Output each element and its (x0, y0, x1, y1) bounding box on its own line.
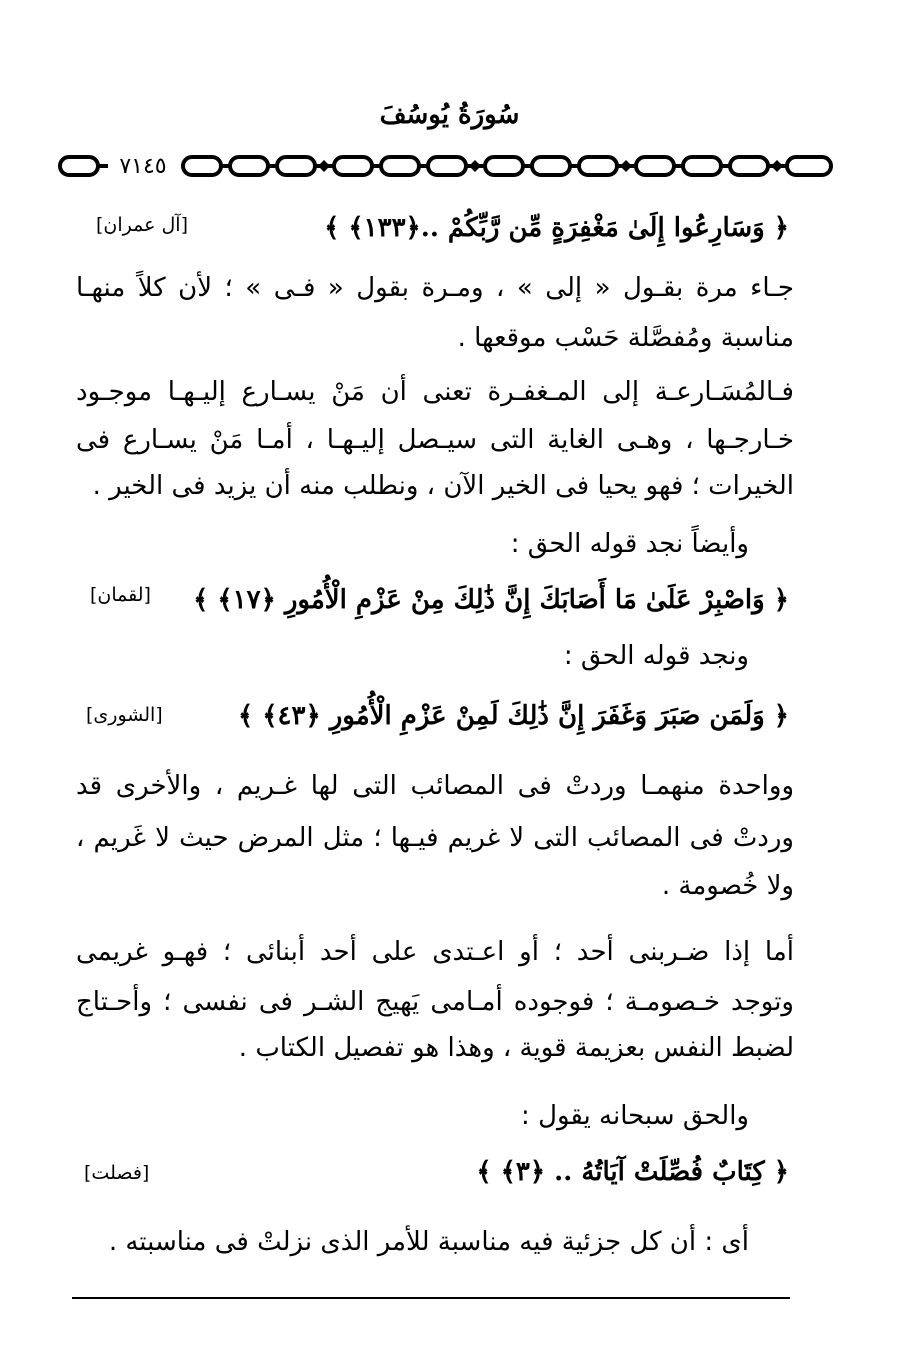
quran-verse: ﴿ وَسَارِعُوا إِلَىٰ مَغْفِرَةٍ مِّن رَّبِّكُمْ ..﴿١٣٣﴾ ﴾ (324, 213, 789, 243)
verse-source: [لقمان] (90, 584, 151, 606)
text-line: خـارجـها ، وهـى الغاية التى سيـصل إليـهـا ، أمـا مَنْ يسـارع فى (76, 425, 794, 455)
footer-rule (72, 1297, 790, 1299)
text-line: ونجد قوله الحق : (563, 641, 749, 671)
text-line: أى : أن كل جزئية فيه مناسبة للأمر الذى نزلتْ فى مناسبته . (108, 1227, 749, 1257)
text-line: جـاء مرة بقـول « إلى » ، ومـرة بقول « فـى » ؛ لأن كلاً منهـا (76, 273, 794, 303)
text-line: وواحدة منهمـا وردتْ فى المصائب التى لها غـريم ، والأخرى قد (76, 771, 794, 801)
text-line: وردتْ فى المصائب التى لا غريم فيـها ؛ مثل المرض حيث لا غَريم ، (76, 823, 794, 853)
text-line: أما إذا ضـربنى أحد ؛ أو اعـتدى على أحد أبنائى ؛ فهـو غريمى (76, 937, 794, 967)
verse-source: [الشورى] (86, 704, 163, 726)
surah-title: سُورَةُ يُوسُفَ (379, 100, 520, 130)
quran-verse: ﴿ وَلَمَن صَبَرَ وَغَفَرَ إِنَّ ذَٰلِكَ لَمِنْ عَزْمِ الْأُمُورِ ﴿٤٣﴾ ﴾ (237, 701, 789, 731)
quran-verse: ﴿ وَاصْبِرْ عَلَىٰ مَا أَصَابَكَ إِنَّ ذَٰلِكَ مِنْ عَزْمِ الْأُمُورِ ﴿١٧﴾ ﴾ (193, 585, 789, 615)
text-line: مناسبة ومُفصَّلة حَسْب موقعها . (457, 323, 794, 353)
text-line: وتوجد خـصومـة ؛ فوجوده أمـامى يَهيج الشـر فى نفسى ؛ وأحـتاج (76, 987, 794, 1017)
text-line: وأيضاً نجد قوله الحق : (510, 529, 749, 559)
page-number: ٧١٤٥ (108, 152, 178, 182)
text-line: فـالمُسَـارعـة إلى المـغفـرة تعنى أن مَنْ يسـارع إليـهـا موجـود (76, 377, 794, 407)
text-line: لضبط النفس بعزيمة قوية ، وهذا هو تفصيل الكتاب . (238, 1033, 794, 1063)
verse-source: [آل عمران] (96, 214, 188, 236)
text-line: والحق سبحانه يقول : (521, 1101, 749, 1131)
quran-verse: ﴿ كِتَابٌ فُصِّلَتْ آيَاتُهُ .. ﴿٣﴾ ﴾ (476, 1157, 789, 1187)
text-line: الخيرات ؛ فهو يحيا فى الخير الآن ، ونطلب منه أن يزيد فى الخير . (92, 471, 794, 501)
text-line: ولا خُصومة . (661, 871, 794, 901)
verse-source: [فصلت] (84, 1162, 150, 1184)
